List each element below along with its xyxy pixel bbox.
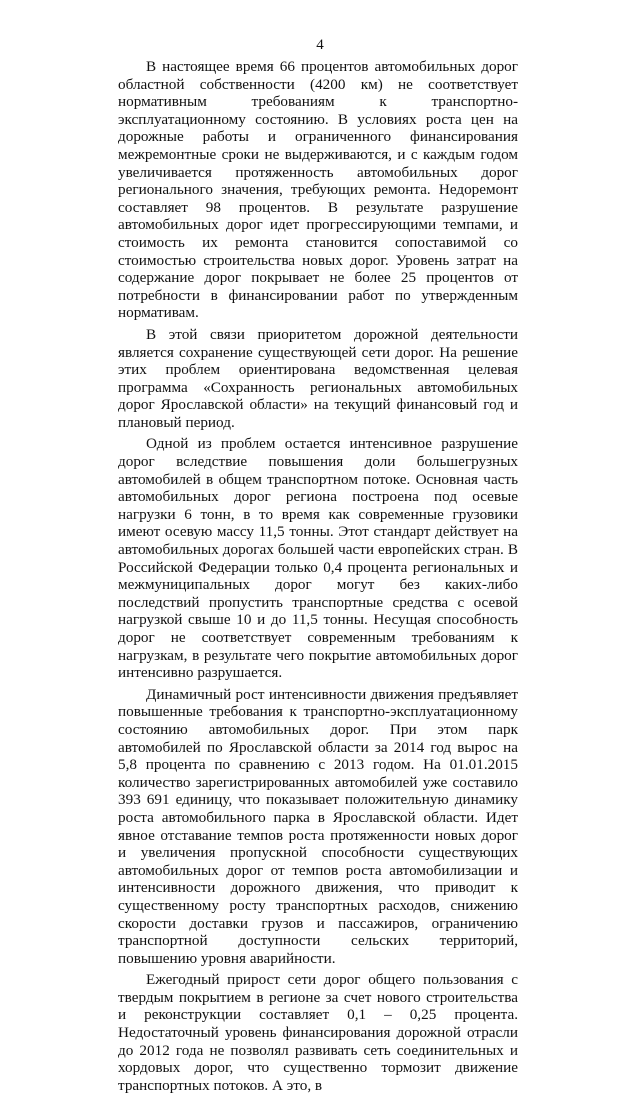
document-body — [118, 58, 518, 1094]
paragraph-priority: В этой связи приоритетом дорожной деятельности является сохранение существующей сети дорог. На решение этих проблем ориентирована ведомственная целевая программа «Сохранность региональных автомобильных дорог Ярославской области» на текущий финансовый год и плановый период. — [118, 325, 518, 431]
page-number: 4 — [316, 37, 324, 53]
paragraph-road-condition: В настоящее время 66 процентов автомобильных дорог областной собственности (4200 км) не соответствует нормативным требованиям к транспортно-эксплуатационному состоянию. В условиях роста цен на дорожные работы и ограниченного финансирования межремонтные сроки не выдерживаются, и с каждым годом увеличивается протяженность автомобильных дорог регионального значения, требующих ремонта. Недоремонт составляет 98 процентов. В результате разрушение автомобильных дорог идет прогрессирующими темпами, и стоимость их ремонта становится сопоставимой со стоимостью строительства новых дорог. Уровень затрат на содержание дорог покрывает не более 25 процентов от потребности в финансировании работ по утвержденным нормативам. — [118, 58, 518, 322]
paragraph-network-growth: Ежегодный прирост сети дорог общего пользования с твердым покрытием в регионе за счет нового строительства и реконструкции составляет 0,1 – 0,25 процента. Недостаточный уровень финансирования дорожной отрасли до 2012 года не позволял развивать сеть соединительных и хордовых дорог, что существенно тормозит движение транспортных потоков. А это, в — [118, 971, 518, 1094]
paragraph-heavy-vehicles: Одной из проблем остается интенсивное разрушение дорог вследствие повышения доли большегрузных автомобилей в общем транспортном потоке. Основная часть автомобильных дорог региона построена под осевые нагрузки 6 тонн, в то время как современные грузовики имеют осевую массу 11,5 тонны. Этот стандарт действует на автомобильных дорогах большей части европейских стран. В Российской Федерации только 0,4 процента региональных и межмуниципальных дорог могут без каких-либо последствий пропустить транспортные средства с осевой нагрузкой свыше 10 и до 11,5 тонны. Несущая способность дорог не соответствует современным требованиям к нагрузкам, в результате чего покрытие автомобильных дорог интенсивно разрушается. — [118, 435, 518, 682]
paragraph-traffic-growth: Динамичный рост интенсивности движения предъявляет повышенные требования к транспортно-эксплуатационному состоянию автомобильных дорог. При этом парк автомобилей по Ярославской области за 2014 год вырос на 5,8 процента по сравнению с 2013 годом. На 01.01.2015 количество зарегистрированных автомобилей уже составило 393 691 единицу, что показывает положительную динамику роста автомобильного парка в Ярославской области. Идет явное отставание темпов роста протяженности новых дорог и увеличения пропускной способности существующих автомобильных дорог от темпов роста автомобилизации и интенсивности дорожного движения, что приводит к существенному росту транспортных расходов, снижению скорости доставки грузов и пассажиров, ограничению транспортной доступности сельских территорий, повышению уровня аварийности. — [118, 685, 518, 967]
